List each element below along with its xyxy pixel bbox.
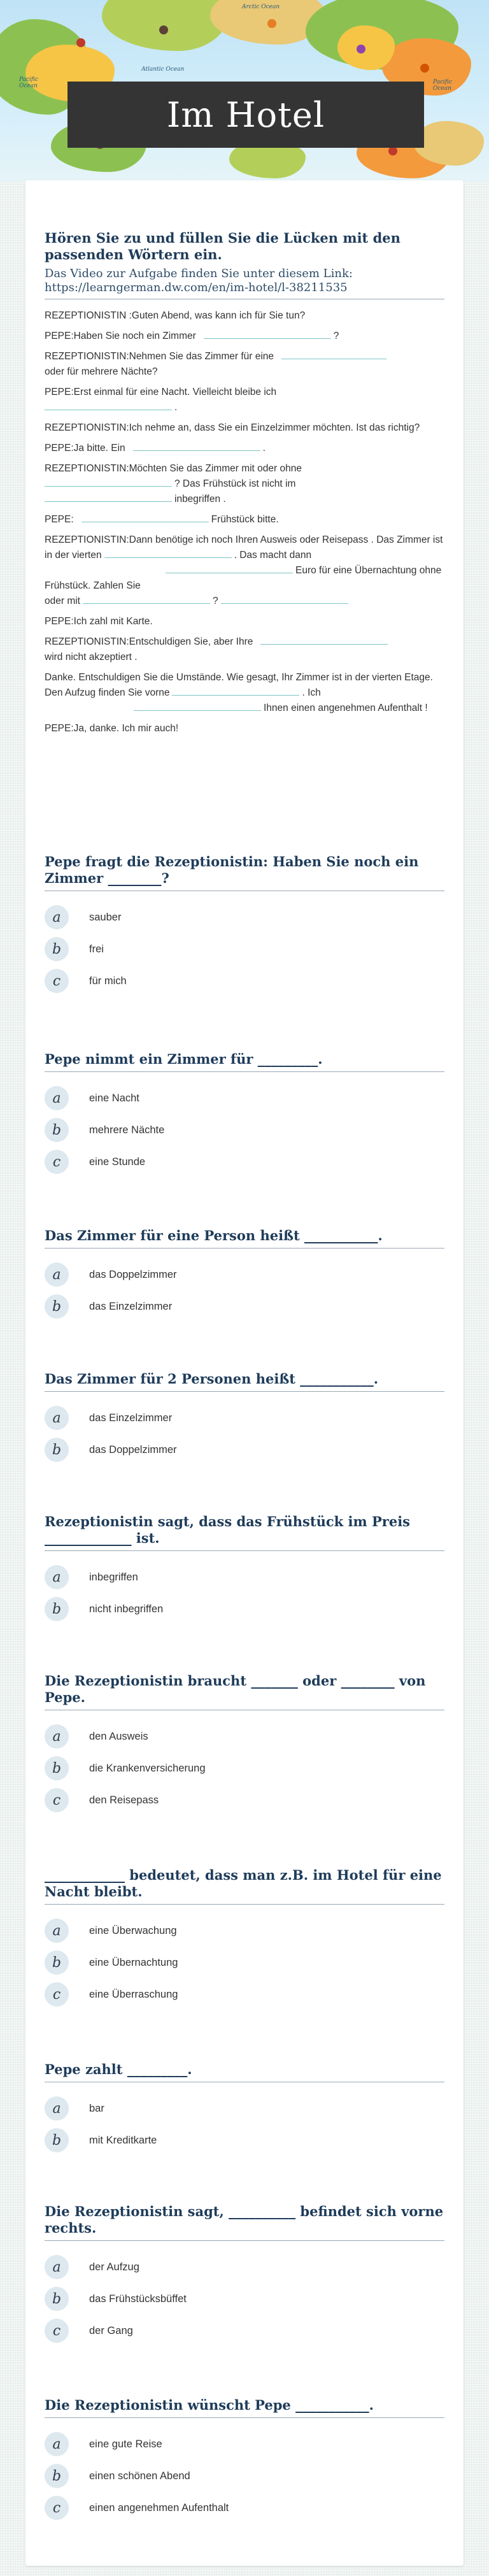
dialogue-line (45, 721, 444, 736)
option-letter: b (45, 1294, 69, 1319)
question-title: Die Rezeptionistin braucht _______ oder ________ von Pepe. (45, 1673, 444, 1710)
line-text: REZEPTIONISTIN:Entschuldigen Sie, aber Ihre (45, 636, 253, 647)
dialogue-line (45, 329, 444, 344)
exercise-subtitle: Das Video zur Aufgabe finden Sie unter diesem Link: https://learngerman.dw.com/en/im-hotel/l-38211535 (45, 267, 444, 299)
option-list (45, 2251, 444, 2347)
blank-input[interactable] (133, 442, 260, 451)
option-label: der Aufzug (89, 2261, 139, 2273)
line-text: ? (213, 596, 218, 606)
dialogue-line (45, 441, 444, 456)
option-b[interactable] (45, 2124, 444, 2156)
animal-icon (76, 38, 85, 47)
option-a[interactable] (45, 2428, 444, 2460)
dialogue-line (45, 614, 444, 629)
option-label: für mich (89, 975, 127, 987)
question-8 (45, 2061, 444, 2156)
option-letter: b (45, 2464, 69, 2488)
blank-input[interactable] (82, 513, 209, 522)
option-letter: c (45, 2319, 69, 2343)
line-text: REZEPTIONISTIN:Dann benötige ich noch Ihren Ausweis oder Reisepass . Das Zimmer ist in der vierten (45, 534, 443, 561)
option-b[interactable] (45, 1434, 444, 1466)
option-a[interactable] (45, 901, 444, 933)
line-text: . Das macht dann (234, 550, 312, 561)
line-text: ? Das Frühstück ist nicht im (174, 478, 296, 489)
animal-icon (267, 19, 276, 28)
dialogue-line (45, 385, 444, 415)
ocean-label: Arctic Ocean (242, 4, 280, 10)
line-text: ? (333, 331, 339, 341)
blank-input[interactable] (134, 702, 261, 711)
option-label: eine Stunde (89, 1156, 146, 1168)
question-title: Die Rezeptionistin wünscht Pepe ___________. (45, 2397, 444, 2418)
question-6 (45, 1673, 444, 1816)
line-text: Ihnen einen angenehmen Aufenthalt ! (264, 703, 428, 713)
question-title: Pepe fragt die Rezeptionistin: Haben Sie noch ein Zimmer ________? (45, 854, 444, 891)
option-letter: b (45, 2128, 69, 2152)
line-text: Euro für eine Übernachtung ohne Frühstück. Zahlen Sie (45, 565, 442, 591)
option-label: eine Nacht (89, 1092, 139, 1104)
option-letter: a (45, 1406, 69, 1430)
line-text: PEPE:Haben Sie noch ein Zimmer (45, 331, 196, 341)
option-label: den Reisepass (89, 1794, 159, 1806)
ocean-label: Pacific Ocean (19, 76, 38, 89)
line-text: REZEPTIONISTIN:Ich nehme an, dass Sie ein Einzelzimmer möchten. Ist das richtig? (45, 422, 420, 433)
option-list (45, 1259, 444, 1322)
option-letter: b (45, 1950, 69, 1975)
option-label: eine Überwachung (89, 1924, 177, 1936)
option-letter: b (45, 1438, 69, 1462)
title-banner (67, 82, 424, 148)
ocean-label: Atlantic Ocean (141, 66, 185, 73)
option-b[interactable] (45, 1291, 444, 1322)
option-list (45, 1561, 444, 1625)
line-text: oder mit (45, 596, 80, 606)
option-letter: a (45, 2432, 69, 2456)
line-text: Frühstück bitte. (211, 514, 279, 525)
exercise-title: Hören Sie zu und füllen Sie die Lücken mit den passenden Wörtern ein. (45, 230, 400, 262)
option-label: sauber (89, 911, 122, 923)
question-title: Das Zimmer für 2 Personen heißt ___________. (45, 1371, 444, 1392)
option-label: mehrere Nächte (89, 1124, 165, 1136)
option-c[interactable] (45, 1979, 444, 2010)
dialogue (45, 308, 444, 736)
page-title: Im Hotel (166, 94, 325, 135)
question-1 (45, 854, 444, 997)
option-letter: a (45, 2255, 69, 2279)
animal-icon (388, 147, 397, 155)
option-label: das Doppelzimmer (89, 1443, 177, 1456)
option-letter: a (45, 1919, 69, 1943)
option-letter: b (45, 1756, 69, 1780)
option-letter: a (45, 1565, 69, 1589)
line-text: oder für mehrere Nächte? (45, 366, 158, 377)
option-label: einen angenehmen Aufenthalt (89, 2501, 229, 2514)
question-3 (45, 1227, 444, 1322)
blank-input[interactable] (281, 350, 386, 359)
dialogue-line (45, 512, 444, 527)
option-a[interactable] (45, 1915, 444, 1947)
question-9 (45, 2203, 444, 2347)
option-list (45, 1721, 444, 1816)
option-letter: c (45, 969, 69, 993)
animal-icon (420, 64, 429, 73)
option-b[interactable] (45, 933, 444, 965)
option-a[interactable] (45, 1402, 444, 1434)
dialogue-line (45, 349, 444, 380)
option-b[interactable] (45, 1593, 444, 1625)
option-letter: b (45, 2287, 69, 2311)
blank-input[interactable] (45, 478, 172, 487)
line-text: Danke. Entschuldigen Sie die Umstände. Wie gesagt, Ihr Zimmer ist in der vierten Etage. Den Aufzug finden Sie vorne (45, 672, 433, 698)
dialogue-line (45, 308, 444, 324)
question-title: ____________ bedeutet, dass man z.B. im Hotel für eine Nacht bleibt. (45, 1867, 444, 1905)
line-text: PEPE:Ja, danke. Ich mir auch! (45, 723, 179, 734)
option-label: einen schönen Abend (89, 2470, 190, 2482)
blank-input[interactable] (260, 636, 388, 645)
blank-input[interactable] (104, 549, 232, 558)
line-text: . Ich (302, 687, 321, 698)
option-label: den Ausweis (89, 1730, 148, 1742)
option-letter: b (45, 937, 69, 961)
option-b[interactable] (45, 1114, 444, 1146)
option-label: eine Überraschung (89, 1988, 178, 2000)
question-2 (45, 1051, 444, 1178)
option-letter: b (45, 1118, 69, 1142)
option-c[interactable] (45, 2492, 444, 2524)
option-c[interactable] (45, 1784, 444, 1816)
option-b[interactable] (45, 2283, 444, 2315)
option-letter: a (45, 1086, 69, 1110)
option-label: bar (89, 2102, 104, 2114)
option-list (45, 1915, 444, 2010)
option-list (45, 2428, 444, 2524)
dialogue-line (45, 420, 444, 436)
option-label: eine gute Reise (89, 2438, 162, 2450)
option-letter: c (45, 1982, 69, 2007)
option-label: der Gang (89, 2324, 133, 2336)
option-label: inbegriffen (89, 1571, 138, 1583)
option-b[interactable] (45, 1752, 444, 1784)
option-letter: a (45, 2096, 69, 2121)
option-list (45, 1402, 444, 1466)
ocean-label: Pacific Ocean (433, 79, 452, 92)
line-text: inbegriffen . (174, 494, 226, 504)
question-title: Pepe zahlt _________. (45, 2061, 444, 2082)
blank-input[interactable] (45, 401, 172, 410)
question-5 (45, 1513, 444, 1625)
question-title: Die Rezeptionistin sagt, __________ befindet sich vorne rechts. (45, 2203, 444, 2241)
option-label: das Doppelzimmer (89, 1268, 177, 1280)
dialogue-line (45, 461, 444, 507)
option-letter: c (45, 1788, 69, 1812)
option-b[interactable] (45, 1947, 444, 1979)
option-list (45, 2093, 444, 2156)
option-label: das Einzelzimmer (89, 1300, 173, 1312)
blank-input[interactable] (221, 595, 348, 604)
option-label: das Frühstücksbüffet (89, 2293, 187, 2305)
line-text: . (262, 443, 266, 454)
blank-input[interactable] (166, 564, 293, 573)
animal-icon (159, 25, 168, 34)
option-label: frei (89, 943, 104, 955)
option-a[interactable] (45, 2093, 444, 2124)
option-letter: a (45, 1263, 69, 1287)
blank-input[interactable] (204, 330, 331, 339)
question-title: Pepe nimmt ein Zimmer für _________. (45, 1051, 444, 1072)
dialogue-line (45, 634, 444, 665)
option-label: nicht inbegriffen (89, 1603, 164, 1615)
option-letter: c (45, 1150, 69, 1174)
blank-input[interactable] (45, 493, 172, 502)
option-label: die Krankenversicherung (89, 1762, 206, 1774)
option-letter: a (45, 905, 69, 929)
option-letter: b (45, 1597, 69, 1621)
option-letter: c (45, 2496, 69, 2520)
option-c[interactable] (45, 1146, 444, 1178)
option-a[interactable] (45, 1259, 444, 1291)
line-text: REZEPTIONISTIN:Nehmen Sie das Zimmer für eine (45, 351, 274, 362)
option-list (45, 901, 444, 997)
line-text: wird nicht akzeptiert . (45, 652, 138, 662)
line-text: PEPE:Ja bitte. Ein (45, 443, 125, 454)
line-text: PEPE:Erst einmal für eine Nacht. Vielleicht bleibe ich (45, 387, 277, 397)
line-text: REZEPTIONISTIN :Guten Abend, was kann ich für Sie tun? (45, 310, 306, 321)
header-map (0, 0, 489, 182)
option-a[interactable] (45, 1561, 444, 1593)
line-text: PEPE:Ich zahl mit Karte. (45, 616, 153, 627)
question-7 (45, 1867, 444, 2010)
question-title: Das Zimmer für eine Person heißt ___________. (45, 1227, 444, 1249)
dialogue-line (45, 670, 444, 716)
option-a[interactable] (45, 1082, 444, 1114)
question-title: Rezeptionistin sagt, dass das Frühstück im Preis _____________ ist. (45, 1513, 444, 1551)
question-10 (45, 2397, 444, 2524)
option-letter: a (45, 1724, 69, 1749)
option-label: das Einzelzimmer (89, 1412, 173, 1424)
exercise-section (45, 230, 444, 736)
blank-input[interactable] (172, 687, 299, 696)
option-b[interactable] (45, 2460, 444, 2492)
option-label: mit Kreditkarte (89, 2134, 157, 2146)
animal-icon (357, 45, 365, 54)
option-label: eine Übernachtung (89, 1956, 178, 1968)
worksheet-card (25, 180, 464, 2566)
option-a[interactable] (45, 1721, 444, 1752)
line-text: REZEPTIONISTIN:Möchten Sie das Zimmer mit oder ohne (45, 463, 302, 474)
question-4 (45, 1371, 444, 1466)
option-list (45, 1082, 444, 1178)
blank-input[interactable] (83, 595, 210, 604)
line-text: PEPE: (45, 514, 74, 525)
option-a[interactable] (45, 2251, 444, 2283)
option-c[interactable] (45, 965, 444, 997)
option-c[interactable] (45, 2315, 444, 2347)
line-text: . (174, 402, 178, 413)
dialogue-line (45, 533, 444, 609)
